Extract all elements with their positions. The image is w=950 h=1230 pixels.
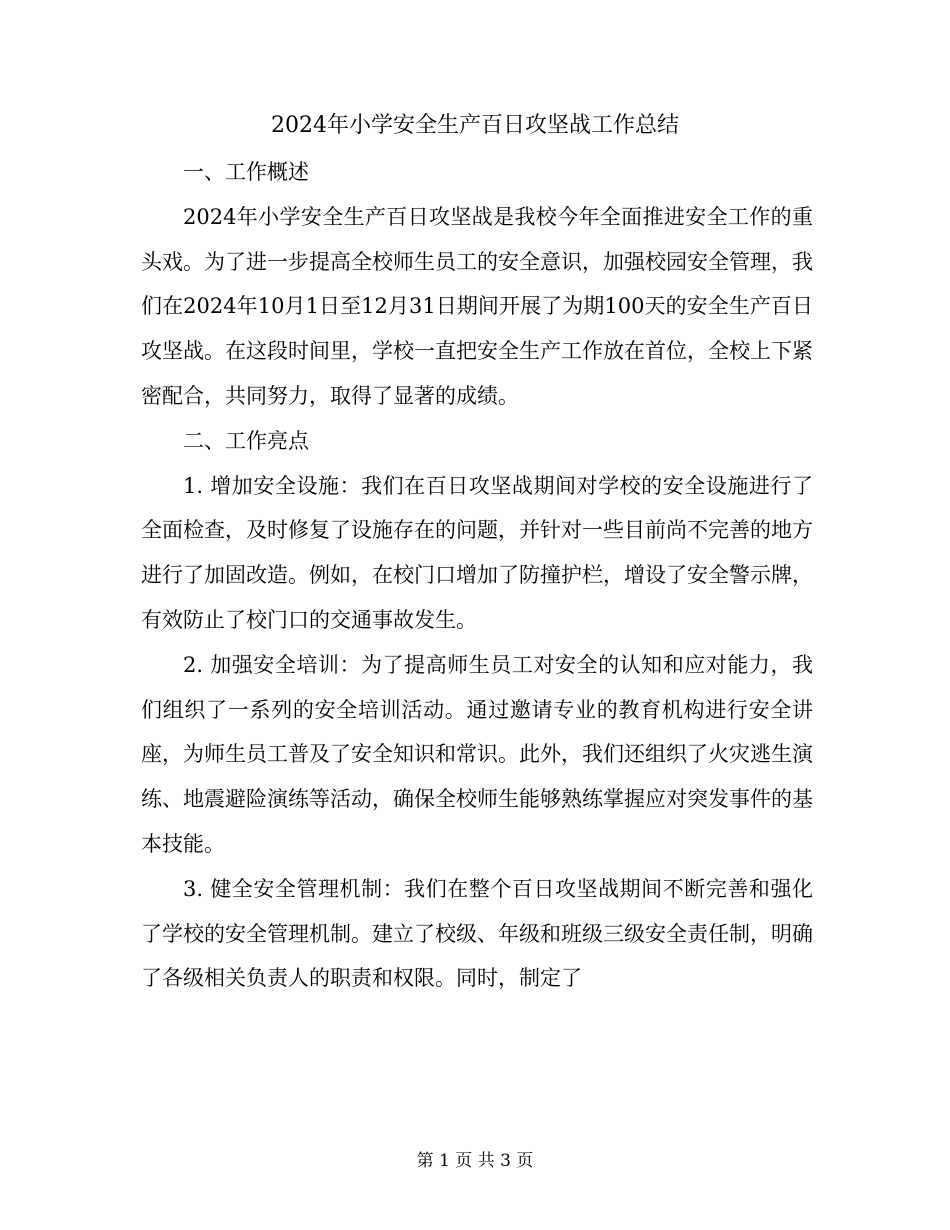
document-title: 2024年小学安全生产百日攻坚战工作总结	[271, 113, 679, 138]
highlight-item-3: 3. 健全安全管理机制：我们在整个百日攻坚战期间不断完善和强化了学校的安全管理机制。建立了校级、年级和班级三级安全责任制，明确了各级相关负责人的职责和权限。同时，制定了	[141, 876, 813, 991]
overview-paragraph: 2024年小学安全生产百日攻坚战是我校今年全面推进安全工作的重头戏。为了进一步提高全校师生员工的安全意识，加强校园安全管理，我们在2024年10月1日至12月31日期间开展了为期100天的安全生产百日攻坚战。在这段时间里，学校一直把安全生产工作放在首位，全校上下紧密配合，共同努力，取得了显著的成绩。	[141, 204, 813, 408]
highlight-item-1: 1. 增加安全设施：我们在百日攻坚战期间对学校的安全设施进行了全面检查，及时修复了设施存在的问题，并针对一些目前尚不完善的地方进行了加固改造。例如，在校门口增加了防撞护栏，增设了安全警示牌，有效防止了校门口的交通事故发生。	[141, 473, 813, 632]
page-footer: 第 1 页 共 3 页	[416, 1151, 534, 1171]
highlight-item-2: 2. 加强安全培训：为了提高师生员工对安全的认知和应对能力，我们组织了一系列的安全培训活动。通过邀请专业的教育机构进行安全讲座，为师生员工普及了安全知识和常识。此外，我们还组织了火灾逃生演练、地震避险演练等活动，确保全校师生能够熟练掌握应对突发事件的基本技能。	[141, 652, 813, 856]
section-heading-highlights: 二、工作亮点	[183, 428, 309, 453]
section-heading-overview: 一、工作概述	[183, 160, 309, 184]
document-body	[141, 150, 813, 1001]
